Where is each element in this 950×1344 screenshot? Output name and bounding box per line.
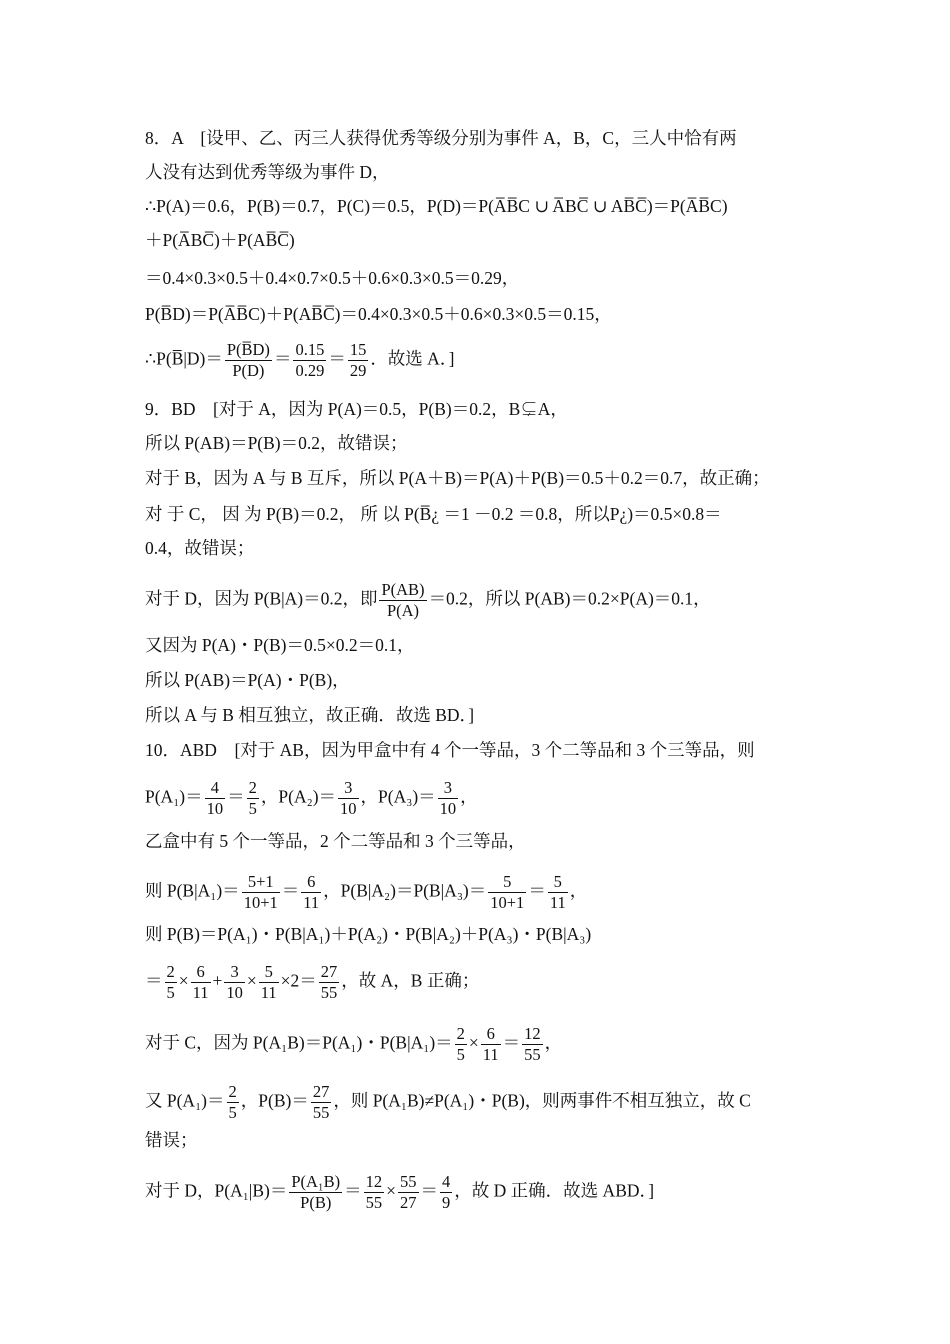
text-segment: ＝ xyxy=(344,1180,362,1201)
text-segment: 对于 D，因为 P(B|A)＝0.2，即 xyxy=(145,588,378,609)
fraction xyxy=(259,962,279,1003)
fraction-numerator: 12 xyxy=(365,1172,383,1191)
text-segment: ＝ xyxy=(528,880,546,901)
line-9-a: 所以 P(AB)＝P(B)＝0.2，故错误； xyxy=(145,433,408,453)
line-9-d xyxy=(145,580,711,621)
fraction-denominator: 10 xyxy=(340,799,357,818)
fraction-denominator: 0.29 xyxy=(295,361,325,380)
line-10-c3: 错误； xyxy=(145,1130,198,1150)
fraction-numerator: 3 xyxy=(338,778,359,799)
text-segment: P(A₁)＝ xyxy=(145,786,203,807)
fraction-denominator: 11 xyxy=(549,893,566,912)
fraction-denominator: 5 xyxy=(166,983,175,1002)
line-9-b: 对于 B，因为 A 与 B 互斥，所以 P(A＋B)＝P(A)＋P(B)＝0.5＋0.2＝0.7，故正确； xyxy=(145,468,770,488)
line-10-c xyxy=(145,1024,562,1065)
text-segment: ＝0.2，所以 P(AB)＝0.2×P(A)＝0.1， xyxy=(428,588,711,609)
fraction-numerator: 15 xyxy=(349,340,367,359)
text-segment: × xyxy=(386,1180,397,1201)
fraction xyxy=(165,962,177,1003)
text-segment: ＝ xyxy=(502,1032,521,1053)
fraction-numerator: P(A₁B) xyxy=(291,1172,341,1191)
fraction xyxy=(338,778,359,819)
text-segment: ×2＝ xyxy=(280,970,317,991)
line-8-conditional xyxy=(145,340,454,381)
text-segment: ，P(B|A₂)＝P(B|A₃)＝ xyxy=(323,880,487,901)
fraction-denominator: 27 xyxy=(400,1193,417,1212)
fraction-numerator: 0.15 xyxy=(295,340,325,359)
fraction-numerator: 2 xyxy=(248,778,257,797)
text-segment: ， xyxy=(460,786,478,807)
fraction-numerator: 12 xyxy=(524,1024,541,1043)
fraction-numerator: 6 xyxy=(191,962,211,983)
fraction xyxy=(289,1172,342,1213)
text-segment: ＝ xyxy=(281,880,300,901)
fraction-numerator: 5 xyxy=(488,872,526,893)
fraction xyxy=(455,1024,467,1065)
fraction-denominator: 10+1 xyxy=(490,893,525,912)
fraction-numerator: 2 xyxy=(166,962,175,981)
fraction xyxy=(301,872,321,913)
line-10-pa xyxy=(145,778,478,819)
line-8-header: 8．A [设甲、乙、丙三人获得优秀等级分别为事件 A，B，C，三人中恰有两 xyxy=(145,128,737,148)
fraction xyxy=(488,872,526,913)
fraction-numerator: 4 xyxy=(442,1172,451,1191)
fraction xyxy=(379,580,426,621)
text-segment: ＝ xyxy=(420,1180,439,1201)
fraction xyxy=(364,1172,385,1213)
text-segment: ，P(A₂)＝ xyxy=(260,786,337,807)
text-segment: ＝ xyxy=(273,348,292,369)
fraction-numerator: P(B̅D) xyxy=(226,340,270,359)
line-10-header: 10．ABD [对于 AB，因为甲盒中有 4 个一等品，3 个二等品和 3 个三等品，则 xyxy=(145,740,755,760)
text-segment: ，故 D 正确．故选 ABD．] xyxy=(454,1180,655,1201)
fraction-denominator: 10 xyxy=(226,983,243,1002)
line-9-c-cont: 0.4，故错误； xyxy=(145,538,255,558)
fraction-numerator: 2 xyxy=(228,1082,237,1101)
text-segment: ，故 A，B 正确； xyxy=(341,970,480,991)
fraction-numerator: 5 xyxy=(259,962,279,983)
fraction-denominator: 29 xyxy=(349,361,367,380)
fraction xyxy=(319,962,340,1003)
fraction-numerator: 27 xyxy=(320,962,338,981)
line-8-sum: ＋P(A̅BC̅)＋P(AB̅C̅) xyxy=(145,230,295,250)
line-10-c2 xyxy=(145,1082,751,1123)
fraction xyxy=(247,778,259,819)
fraction-numerator: 6 xyxy=(301,872,321,893)
text-segment: ，P(B)＝ xyxy=(240,1090,309,1111)
fraction-numerator: 27 xyxy=(312,1082,330,1101)
fraction-denominator: 10+1 xyxy=(243,893,278,912)
line-8-cont: 人没有达到优秀等级为事件 D， xyxy=(145,162,390,182)
fraction-denominator: P(A) xyxy=(386,601,420,620)
fraction xyxy=(548,872,568,913)
fraction-denominator: 10 xyxy=(206,799,224,818)
fraction-numerator: P(AB) xyxy=(381,580,425,599)
fraction-denominator: 55 xyxy=(312,1103,330,1122)
fraction-denominator: 55 xyxy=(524,1045,541,1064)
line-9-header: 9．BD [对于 A，因为 P(A)＝0.5，P(B)＝0.2，B⊊A， xyxy=(145,399,568,419)
fraction-denominator: 11 xyxy=(482,1045,499,1064)
fraction xyxy=(293,340,326,381)
text-segment: 则 P(B|A₁)＝ xyxy=(145,880,240,901)
fraction-denominator: 5 xyxy=(228,1103,237,1122)
text-segment: ∴P(B̅|D)＝ xyxy=(145,348,223,369)
text-segment: ＝ xyxy=(145,970,163,991)
text-segment: 又 P(A₁)＝ xyxy=(145,1090,225,1111)
fraction-numerator: 2 xyxy=(456,1024,465,1043)
line-10-box-b: 乙盒中有 5 个一等品，2 个二等品和 3 个三等品， xyxy=(145,831,526,851)
fraction-denominator: 55 xyxy=(365,1193,383,1212)
text-segment: × xyxy=(246,970,257,991)
line-10-pb-calc xyxy=(145,962,479,1003)
fraction-denominator: P(D) xyxy=(232,361,265,380)
fraction xyxy=(205,778,226,819)
text-segment: ，则 P(A₁B)≠P(A₁)・P(B)，则两事件不相互独立，故 C xyxy=(333,1090,751,1111)
fraction xyxy=(225,340,272,381)
line-9-d3: 所以 P(AB)＝P(A)・P(B)， xyxy=(145,670,350,690)
line-8-pbd: P(B̅D)＝P(A̅B̅C)＋P(AB̅C̅)＝0.4×0.3×0.5＋0.6×0.3×0.5＝0.15， xyxy=(145,304,612,324)
fraction-denominator: 11 xyxy=(303,893,320,912)
fraction-numerator: 5 xyxy=(548,872,568,893)
line-8-calc: ＝0.4×0.3×0.5＋0.4×0.7×0.5＋0.6×0.3×0.5＝0.29， xyxy=(145,268,520,288)
text-segment: ，P(A₃)＝ xyxy=(360,786,436,807)
fraction-numerator: 5+1 xyxy=(242,872,280,893)
fraction xyxy=(242,872,280,913)
fraction-numerator: 3 xyxy=(438,778,459,799)
fraction-denominator: 5 xyxy=(248,799,257,818)
line-10-pb: 则 P(B)＝P(A₁)・P(B|A₁)＋P(A₂)・P(B|A₂)＋P(A₃)・P(B|A₃) xyxy=(145,924,592,944)
fraction-numerator: 6 xyxy=(481,1024,501,1045)
text-segment: ＝ xyxy=(328,348,346,369)
fraction xyxy=(481,1024,501,1065)
fraction-denominator: 5 xyxy=(456,1045,465,1064)
fraction xyxy=(398,1172,419,1213)
line-10-pba xyxy=(145,872,587,913)
text-segment: ＝ xyxy=(227,786,245,807)
fraction-denominator: 11 xyxy=(192,983,209,1002)
fraction xyxy=(311,1082,332,1123)
fraction-denominator: 10 xyxy=(439,799,457,818)
fraction-denominator: P(B) xyxy=(300,1193,332,1212)
line-8-probabilities: ∴P(A)＝0.6，P(B)＝0.7，P(C)＝0.5，P(D)＝P(A̅B̅C ∪ A̅BC̅ ∪ AB̅C̅)＝P(A̅B̅C) xyxy=(145,196,728,216)
line-9-c: 对 于 C， 因 为 P(B)＝0.2， 所 以 P(B̅¿ ＝1 －0.2 ＝0.8，所以P¿)＝0.5×0.8＝ xyxy=(145,504,722,524)
fraction xyxy=(227,1082,239,1123)
fraction xyxy=(348,340,369,381)
fraction-numerator: 3 xyxy=(224,962,245,983)
text-segment: × xyxy=(468,1032,479,1053)
fraction xyxy=(440,1172,452,1213)
text-segment: × xyxy=(178,970,189,991)
text-segment: 对于 D，P(A₁|B)＝ xyxy=(145,1180,288,1201)
line-10-d xyxy=(145,1172,654,1213)
line-9-d4: 所以 A 与 B 相互独立，故正确．故选 BD．] xyxy=(145,705,475,725)
text-segment: ， xyxy=(569,880,588,901)
line-9-d2: 又因为 P(A)・P(B)＝0.5×0.2＝0.1， xyxy=(145,635,415,655)
fraction-denominator: 9 xyxy=(442,1193,451,1212)
text-segment: 对于 C，因为 P(A₁B)＝P(A₁)・P(B|A₁)＝ xyxy=(145,1032,453,1053)
fraction xyxy=(438,778,459,819)
text-segment: ．故选 A．] xyxy=(370,348,455,369)
fraction-denominator: 11 xyxy=(260,983,277,1002)
fraction xyxy=(224,962,245,1003)
fraction xyxy=(191,962,211,1003)
text-segment: ， xyxy=(544,1032,563,1053)
fraction-numerator: 4 xyxy=(205,778,226,799)
fraction-denominator: 55 xyxy=(320,983,338,1002)
fraction-numerator: 55 xyxy=(400,1172,417,1191)
text-segment: + xyxy=(212,970,223,991)
fraction xyxy=(522,1024,543,1065)
